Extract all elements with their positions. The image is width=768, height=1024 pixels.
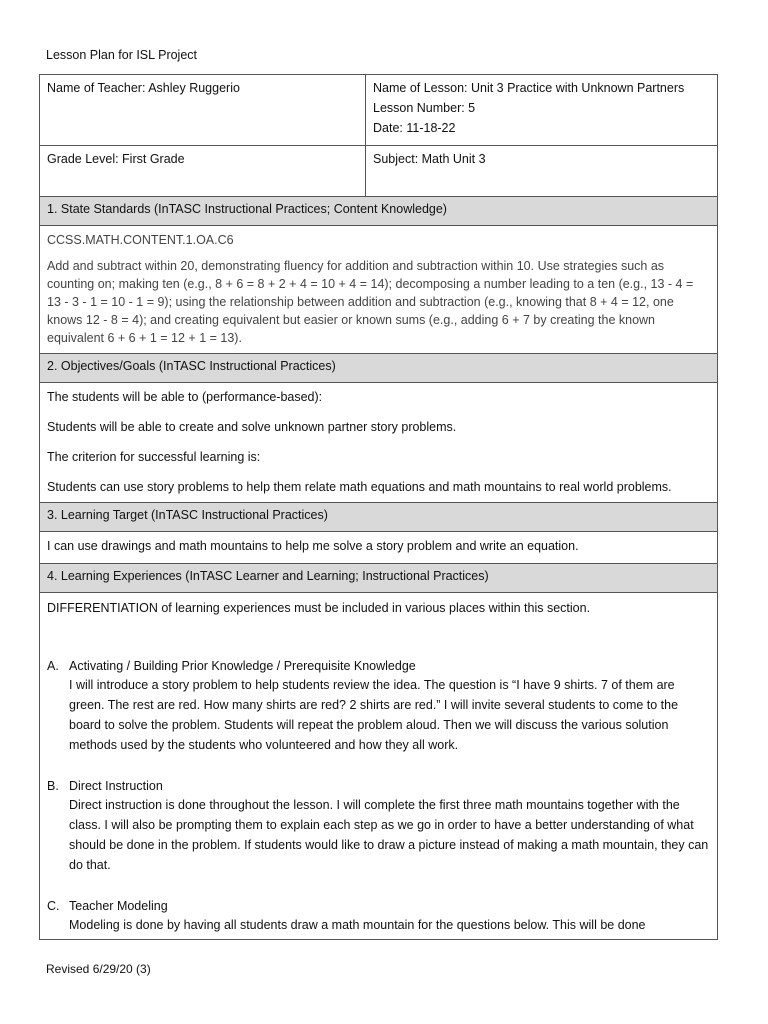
- step-b-letter: B.: [47, 779, 59, 793]
- section-1-header-row: [40, 197, 718, 226]
- objectives-label: The students will be able to (performance-based):: [47, 390, 323, 404]
- revision-footer: Revised 6/29/20 (3): [46, 962, 151, 976]
- section-3-body: [40, 532, 718, 564]
- step-c: [47, 897, 710, 935]
- section-4-header-row: [40, 564, 718, 593]
- step-b: [47, 777, 710, 875]
- step-b-text: Direct instruction is done throughout the lesson. I will complete the first three math mountains together with the class. I will also be prompting them to explain each step as we go in order to have a better understanding of what should be done in the problem. If students would like to draw a picture instead of making a math mountain, they can do that.: [69, 798, 709, 872]
- section-4-heading: 4. Learning Experiences (InTASC Learner and Learning; Instructional Practices): [40, 564, 718, 593]
- step-a-letter: A.: [47, 659, 59, 673]
- criterion-label: The criterion for successful learning is:: [47, 450, 261, 464]
- step-c-title: Teacher Modeling: [69, 899, 168, 913]
- grade-level: Grade Level: First Grade: [47, 152, 185, 166]
- section-2-header-row: [40, 354, 718, 383]
- section-4-body-row: [40, 593, 718, 940]
- step-a: [47, 657, 710, 755]
- header-row-1: [40, 75, 718, 146]
- subject: Subject: Math Unit 3: [373, 152, 486, 166]
- section-1-body-row: [40, 226, 718, 354]
- lesson-info-cell: [366, 75, 718, 146]
- section-1-body: [40, 226, 718, 354]
- step-a-title: Activating / Building Prior Knowledge / Prerequisite Knowledge: [69, 659, 416, 673]
- teacher-name: Name of Teacher: Ashley Ruggerio: [47, 81, 240, 95]
- step-c-letter: C.: [47, 899, 60, 913]
- header-row-2: [40, 146, 718, 197]
- lesson-number: Lesson Number: 5: [373, 101, 476, 115]
- step-c-text: Modeling is done by having all students draw a math mountain for the questions below. This will be done: [69, 918, 646, 932]
- section-3-heading: 3. Learning Target (InTASC Instructional Practices): [40, 503, 718, 532]
- criterion-text: Students can use story problems to help them relate math equations and math mountains to real world problems.: [47, 480, 672, 494]
- step-b-title: Direct Instruction: [69, 779, 163, 793]
- grade-cell: [40, 146, 366, 197]
- lesson-plan-table: [39, 74, 718, 940]
- subject-cell: [366, 146, 718, 197]
- document-title: Lesson Plan for ISL Project: [46, 48, 198, 62]
- teacher-cell: [40, 75, 366, 146]
- section-2-body: [40, 383, 718, 503]
- differentiation-note: DIFFERENTIATION of learning experiences must be included in various places within this section.: [47, 601, 591, 615]
- lesson-date: Date: 11-18-22: [373, 121, 456, 135]
- section-2-body-row: [40, 383, 718, 503]
- section-1-heading: 1. State Standards (InTASC Instructional Practices; Content Knowledge): [40, 197, 718, 226]
- section-2-heading: 2. Objectives/Goals (InTASC Instructional Practices): [40, 354, 718, 383]
- learning-target-text: I can use drawings and math mountains to help me solve a story problem and write an equation.: [47, 539, 579, 553]
- standard-text: Add and subtract within 20, demonstrating fluency for addition and subtraction within 10. Use strategies such as counting on; making ten (e.g., 8 + 6 = 8 + 2 + 4 = 10 + 4 = 14); decomposing a number leading to a ten (e.g., 13 - 4 = 13 - 3 - 1 = 10 - 1 = 9); using the relationship between addition and subtraction (e.g., knowing that 8 + 4 = 12, one knows 12 - 8 = 4); and creating equivalent but easier or known sums (e.g., adding 6 + 7 by creating the known equivalent 6 + 6 + 1 = 12 + 1 = 13).: [47, 259, 694, 345]
- objectives-text: Students will be able to create and solve unknown partner story problems.: [47, 420, 457, 434]
- step-a-text: I will introduce a story problem to help students review the idea. The question is “I have 9 shirts. 7 of them are green. The rest are red. How many shirts are red? 2 shirts are red.” I will invite several students to come to the board to solve the problem. Students will repeat the problem aloud. Then we will discuss the various solution methods used by the students who volunteered and how they all work.: [69, 678, 679, 752]
- section-3-header-row: [40, 503, 718, 532]
- section-4-body: [40, 593, 718, 940]
- standard-code: CCSS.MATH.CONTENT.1.OA.C6: [47, 233, 234, 247]
- section-3-body-row: [40, 532, 718, 564]
- lesson-name: Name of Lesson: Unit 3 Practice with Unknown Partners: [373, 81, 685, 95]
